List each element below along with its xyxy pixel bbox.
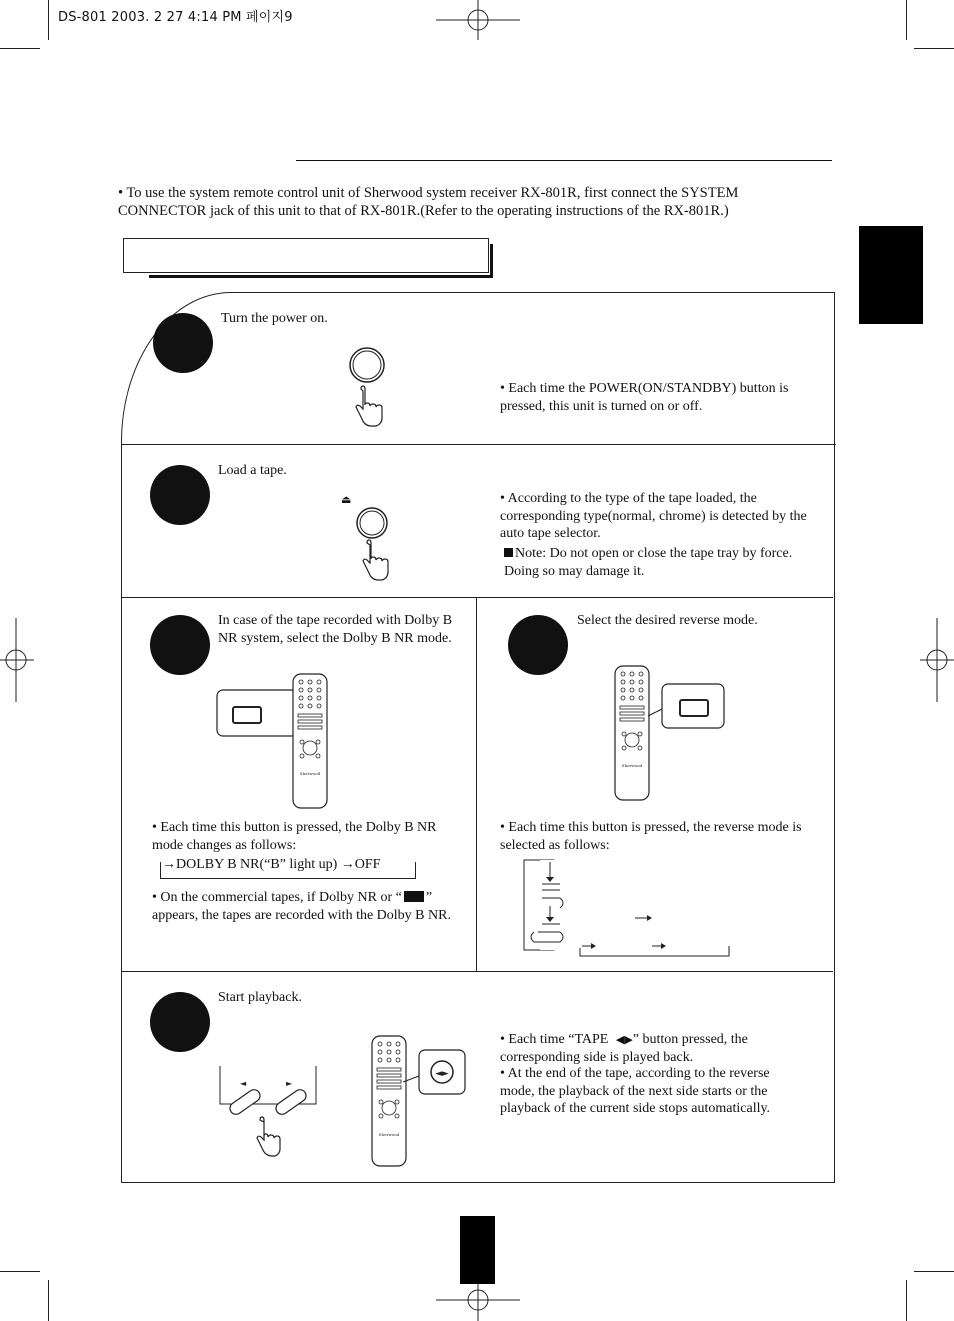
step-2-note: • According to the type of the tape loaded, the corresponding type(normal, chrome) is detected by the auto tape selector.: [500, 491, 807, 541]
note-text: Do not open or close the tape tray by force. Doing so may damage it.: [504, 546, 793, 579]
play-buttons-illustration: [216, 1066, 326, 1158]
section-title-box: [123, 238, 489, 273]
dolby-logo-icon: [404, 891, 424, 902]
step-5-note-2: • At the end of the tape, according to the reverse mode, the playback of the next side starts or the playback of the current side stops automatically.: [500, 1066, 771, 1116]
play-forward-icon: ▶: [624, 1033, 633, 1046]
divider-1: [121, 444, 836, 445]
print-stamp: DS-801 2003. 2 27 4:14 PM 페이지9: [58, 10, 293, 25]
note-square-icon: [504, 548, 513, 557]
crop-mark: [0, 48, 40, 49]
crop-mark: [914, 1271, 954, 1272]
remote-brand: Sherwood: [378, 1132, 400, 1137]
step-3-marker: [150, 615, 210, 675]
step-2-warning: [504, 545, 819, 580]
crop-mark: [914, 48, 954, 49]
crop-mark: [906, 0, 907, 40]
step-1-marker: [153, 313, 213, 373]
divider-vertical: [476, 597, 477, 971]
play-reverse-icon: ◀: [615, 1033, 625, 1046]
step-4-instruction: Select the desired reverse mode.: [577, 613, 758, 628]
intro-text: • To use the system remote control unit of Sherwood system receiver RX-801R, first connect the SYSTEM CONNECTOR jack of this unit to that of RX-801R.(Refer to the operating instructions of the RX-801R.): [118, 185, 739, 219]
note-text: • Each time “TAPE: [500, 1032, 609, 1047]
crop-mark: [48, 0, 49, 40]
note-text: ” button pressed, the corresponding side is played back.: [500, 1032, 748, 1065]
remote-brand: Sherwood: [621, 763, 643, 768]
page-number-tab: [460, 1216, 495, 1284]
step-2-marker: [150, 465, 210, 525]
note-text: ” appears, the tapes are recorded with the Dolby B NR.: [152, 890, 451, 923]
crop-mark: [0, 1271, 40, 1272]
side-tab: [859, 226, 923, 324]
svg-text:◄: ◄: [240, 1079, 247, 1088]
step-5-note-1: [500, 1031, 810, 1066]
step-4-marker: [508, 615, 568, 675]
dolby-flow-text: →DOLBY B NR(“B” light up) →OFF: [162, 857, 381, 872]
svg-text:►: ►: [286, 1079, 293, 1088]
eject-icon: ⏏: [341, 493, 352, 506]
step-2-instruction: Load a tape.: [218, 463, 287, 478]
crop-mark: [906, 1280, 907, 1321]
registration-mark-top: [436, 0, 520, 42]
remote-brand: Sherwood: [299, 771, 321, 776]
note-text: • On the commercial tapes, if Dolby NR or “: [152, 890, 402, 905]
remote-control-illustration-4: [612, 664, 730, 804]
step-1-note: • Each time the POWER(ON/STANDBY) button is pressed, this unit is turned on or off.: [500, 381, 789, 414]
step-5-instruction: Start playback.: [218, 990, 302, 1005]
power-button-illustration: [345, 345, 393, 435]
note-label: Note:: [515, 546, 547, 561]
eject-button-illustration: [350, 505, 398, 587]
step-4-note: • Each time this button is pressed, the reverse mode is selected as follows:: [500, 820, 802, 853]
remote-control-illustration-5: [369, 1032, 469, 1168]
step-3-note-1: • Each time this button is pressed, the Dolby B NR mode changes as follows:: [152, 820, 437, 853]
remote-control-illustration: [214, 672, 344, 810]
step-5-marker: [150, 992, 210, 1052]
crop-mark: [48, 1280, 49, 1321]
divider-2: [121, 597, 833, 598]
step-3-note-2: [152, 889, 452, 924]
section-rule: [296, 160, 832, 161]
svg-text:◄►: ◄►: [435, 1069, 449, 1079]
registration-mark-bottom: [436, 1280, 520, 1321]
registration-mark-right: [920, 618, 954, 702]
divider-3: [121, 971, 833, 972]
step-3-instruction: In case of the tape recorded with Dolby B NR system, select the Dolby B NR mode.: [218, 613, 453, 646]
reverse-mode-diagram: [520, 858, 735, 960]
registration-mark-left: [0, 618, 34, 702]
step-1-instruction: Turn the power on.: [221, 311, 328, 326]
